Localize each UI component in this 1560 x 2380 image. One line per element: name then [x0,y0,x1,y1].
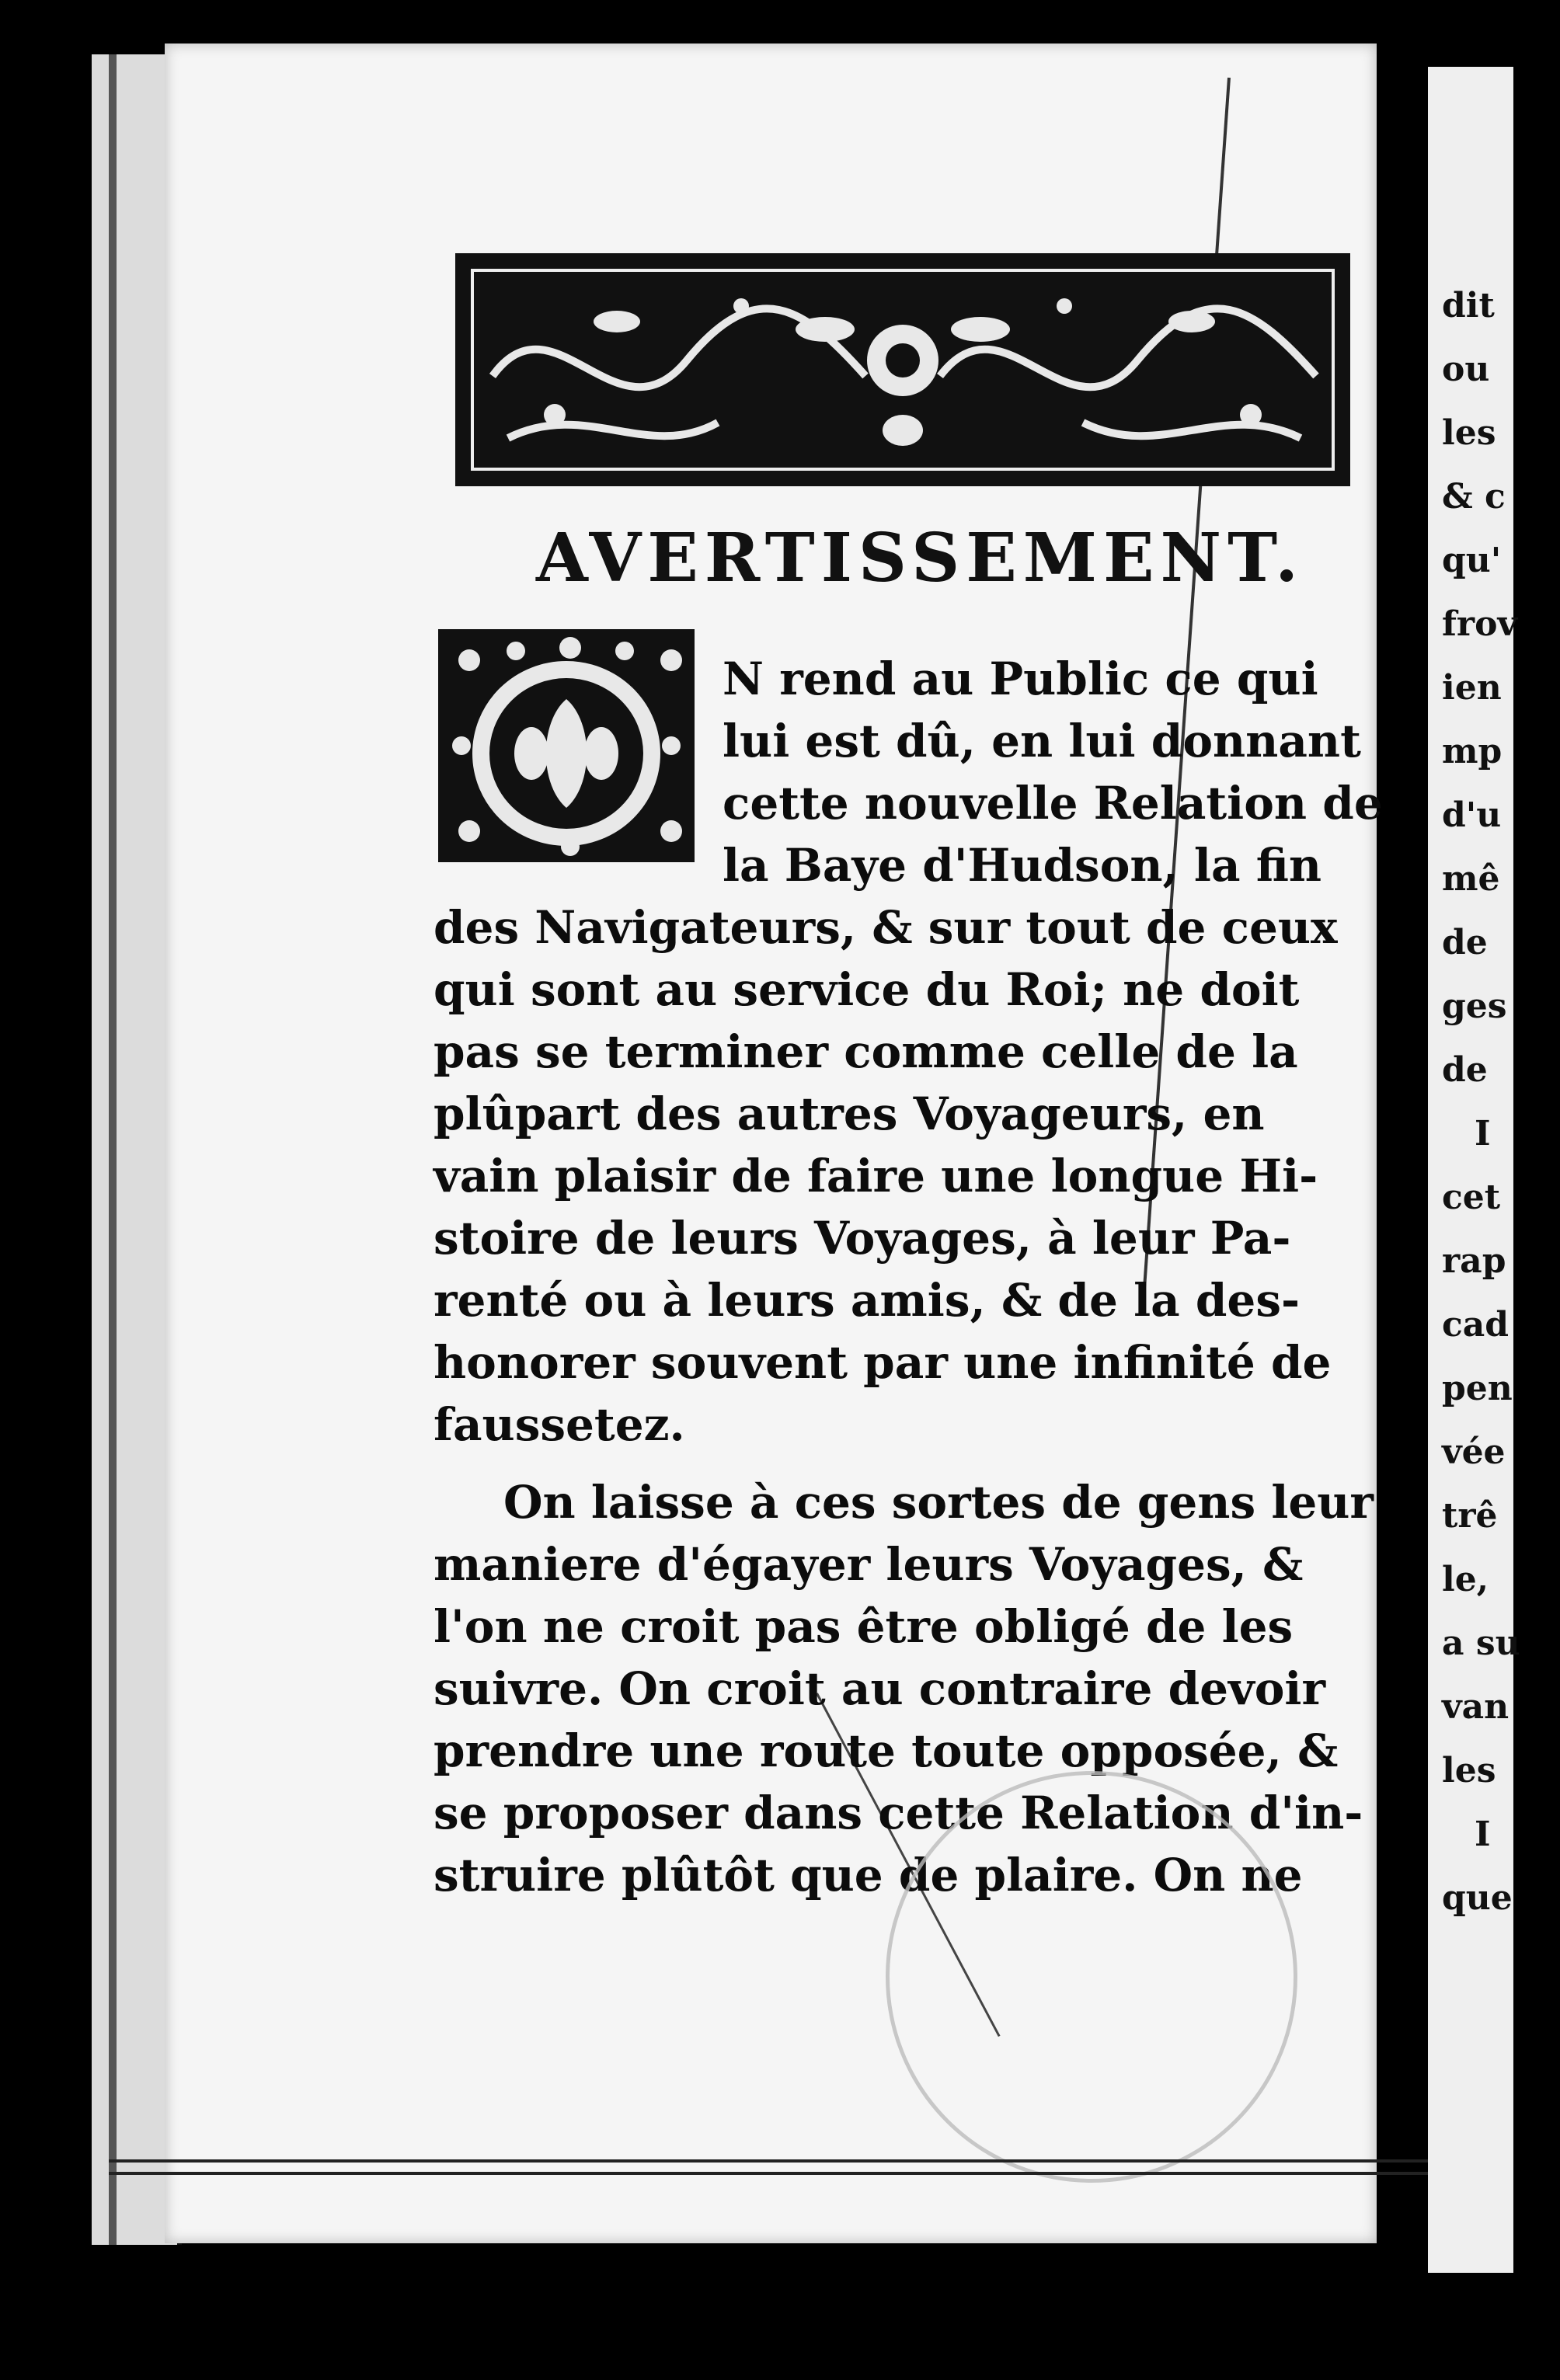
next-page-fragment: cet [1442,1178,1501,1217]
text-line: prendre une route toute opposée, & [434,1724,1339,1777]
next-page-fragment: a su [1442,1623,1520,1663]
next-page-fragment: ien [1442,668,1502,708]
text-line: pas se terminer comme celle de la [434,1025,1298,1078]
next-page-fragment: mê [1442,859,1500,899]
text-line: honorer souvent par une infinité de [434,1336,1332,1389]
next-page-fragment: pen [1442,1369,1513,1408]
next-page-edge [1428,67,1520,2273]
next-page-fragment: vée [1442,1432,1506,1472]
text-line: lui est dû, en lui donnant [723,715,1361,767]
next-page-fragment: frov [1442,604,1518,644]
next-page-fragment: ges [1442,986,1507,1026]
next-page-fragment: de [1442,923,1488,962]
text-line: vain plaisir de faire une longue Hi- [434,1150,1318,1202]
bottom-rule [109,2159,1507,2163]
next-page-fragment: ou [1442,350,1490,389]
text-line: N rend au Public ce qui [723,652,1318,705]
next-page-fragment: I [1475,1114,1491,1153]
text-line: maniere d'égayer leurs Voyages, & [434,1538,1304,1591]
next-page-fragment: cad [1442,1305,1510,1345]
next-page-fragment: les [1442,413,1496,453]
next-page-fragment: de [1442,1050,1488,1090]
page-title: AVERTISSEMENT. [536,519,1305,597]
next-page-fragment: les [1442,1751,1496,1790]
next-page-fragment: mp [1442,732,1503,771]
text-line: renté ou à leurs amis, & de la des- [434,1274,1301,1327]
text-line: On laisse à ces sortes de gens leur [503,1476,1374,1529]
next-page-fragment: que [1442,1878,1513,1918]
text-line: cette nouvelle Relation de [723,777,1383,830]
next-page-fragment: d'u [1442,795,1502,835]
next-page-fragment: dit [1442,286,1495,325]
next-page-fragment: le, [1442,1560,1489,1599]
decorated-initial [438,629,695,862]
text-line: l'on ne croit pas être obligé de les [434,1600,1294,1653]
next-page-fragment: qu' [1442,541,1502,580]
text-line: stoire de leurs Voyages, à leur Pa- [434,1212,1291,1265]
text-line: qui sont au service du Roi; ne doit [434,963,1300,1016]
text-line: struire plûtôt que de plaire. On ne [434,1849,1303,1902]
text-line: suivre. On croit au contraire devoir [434,1662,1326,1715]
next-page-fragment: rap [1442,1241,1506,1281]
text-line: la Baye d'Hudson, la fin [723,839,1322,892]
ornamental-headpiece [455,253,1350,486]
text-line: se proposer dans cette Relation d'in- [434,1787,1363,1839]
text-line: faussetez. [434,1398,685,1451]
next-page-fragment: van [1442,1687,1510,1727]
next-page-fragment: trê [1442,1496,1498,1536]
bottom-rule [109,2172,1507,2175]
library-stamp [886,1771,1297,2183]
next-page-fragment: & c [1442,477,1506,517]
next-page-fragment: I [1475,1815,1491,1854]
text-line: plûpart des autres Voyageurs, en [434,1087,1265,1140]
text-line: des Navigateurs, & sur tout de ceux [434,901,1338,954]
